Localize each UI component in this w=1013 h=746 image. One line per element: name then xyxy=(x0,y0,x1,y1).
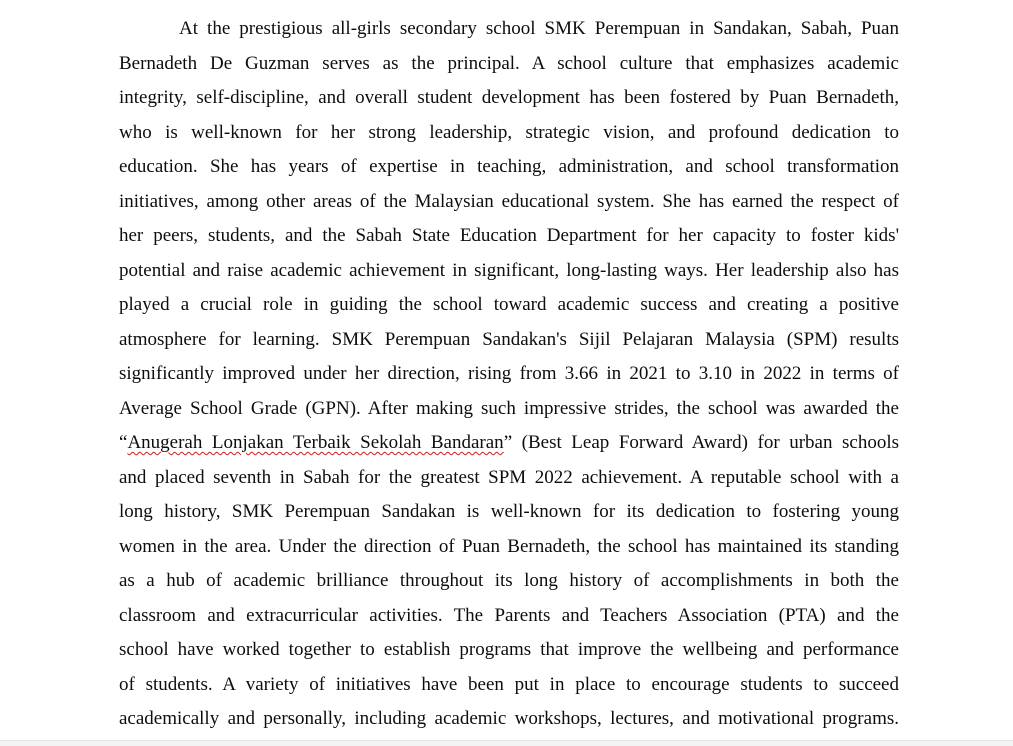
award-line-rest: (Best Leap Forward Award) for urban schools xyxy=(512,432,899,453)
document-body[interactable] xyxy=(119,12,899,737)
close-quote: ” xyxy=(503,432,513,453)
paragraph-line: Average School Grade (GPN). After making such impressive strides, the school was awarded the xyxy=(119,397,899,419)
paragraph-line: long history, SMK Perempuan Sandakan is well-known for its dedication to fostering young xyxy=(119,501,899,522)
paragraph-line: integrity, self-discipline, and overall student development has been fostered by Puan Bernadeth, xyxy=(119,87,899,108)
paragraph-line: significantly improved under her direction, rising from 3.66 in 2021 to 3.10 in 2022 in terms of xyxy=(119,363,899,384)
paragraph-line: of students. A variety of initiatives have been put in place to encourage students to succeed xyxy=(119,673,899,695)
paragraph-line: Bernadeth De Guzman serves as the principal. A school culture that emphasizes academic xyxy=(119,52,899,74)
paragraph-line: classroom and extracurricular activities. The Parents and Teachers Association (PTA) and the xyxy=(119,604,899,626)
paragraph-line: At the prestigious all-girls secondary school SMK Perempuan in Sandakan, Sabah, Puan xyxy=(179,18,899,39)
paragraph-line: who is well-known for her strong leadership, strategic vision, and profound dedication to xyxy=(119,121,899,143)
paragraph-line: academically and personally, including academic workshops, lectures, and motivational programs. xyxy=(119,708,899,729)
paragraph-line: women in the area. Under the direction of Puan Bernadeth, the school has maintained its standing xyxy=(119,535,899,557)
paragraph-line: played a crucial role in guiding the school toward academic success and creating a positive xyxy=(119,294,899,315)
award-line xyxy=(119,426,899,461)
spellcheck-flagged-award-name[interactable]: Anugerah Lonjakan Terbaik Sekolah Bandaran xyxy=(127,432,504,453)
open-quote: “ xyxy=(119,432,128,453)
paragraph-line: her peers, students, and the Sabah State Education Department for her capacity to foster kids' xyxy=(119,225,899,246)
paragraph-line: initiatives, among other areas of the Malaysian educational system. She has earned the respect of xyxy=(119,190,899,212)
paragraph-line: school have worked together to establish programs that improve the wellbeing and performance xyxy=(119,639,899,660)
paragraph-line: and placed seventh in Sabah for the greatest SPM 2022 achievement. A reputable school with a xyxy=(119,466,899,488)
paragraph-line: atmosphere for learning. SMK Perempuan Sandakan's Sijil Pelajaran Malaysia (SPM) results xyxy=(119,328,899,350)
window-bottom-edge xyxy=(0,740,1013,746)
paragraph-line: education. She has years of expertise in teaching, administration, and school transformation xyxy=(119,156,899,177)
paragraph-line: potential and raise academic achievement in significant, long-lasting ways. Her leadership also has xyxy=(119,259,899,281)
paragraph-line: as a hub of academic brilliance throughout its long history of accomplishments in both the xyxy=(119,570,899,591)
